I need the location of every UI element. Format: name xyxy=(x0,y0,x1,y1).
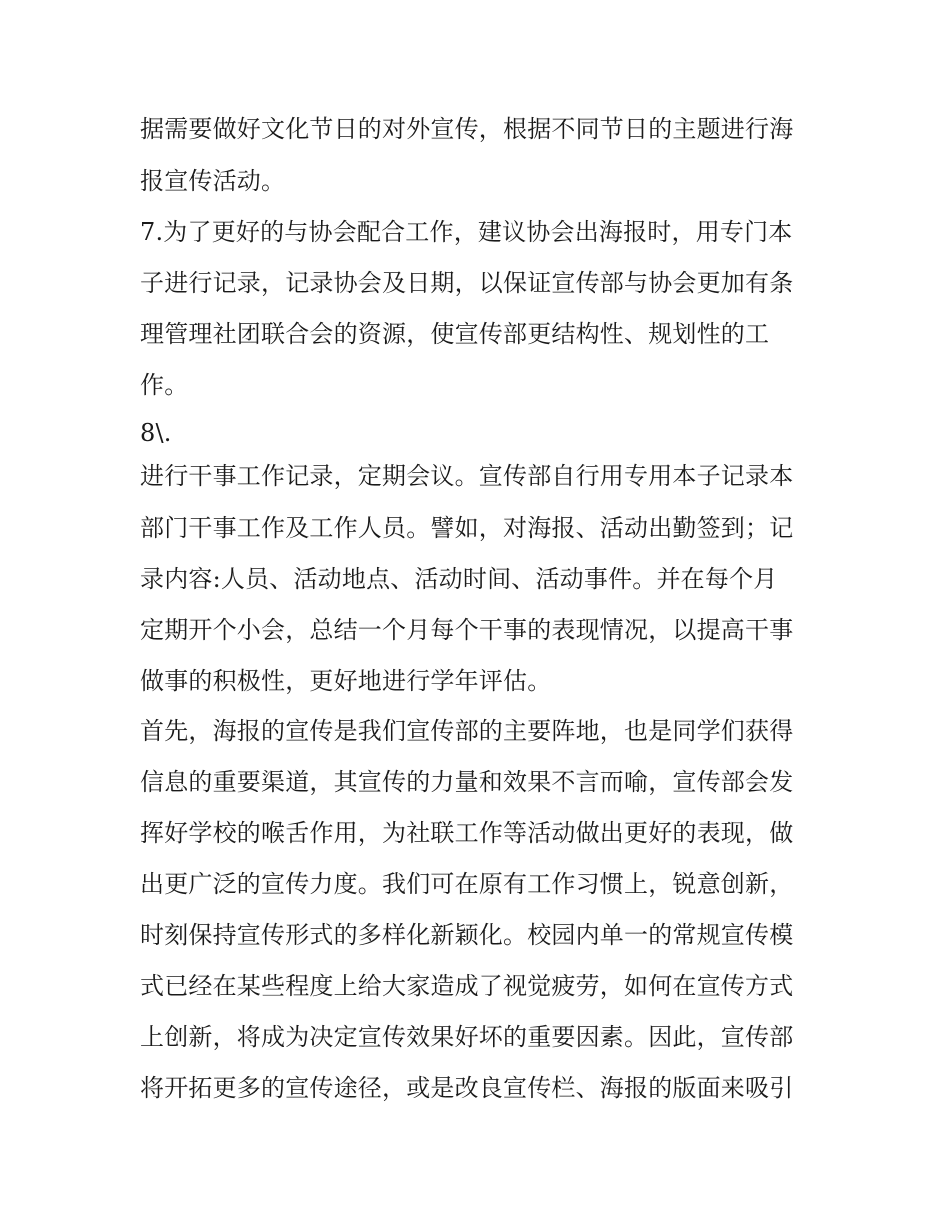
text-line: 将开拓更多的宣传途径，或是改良宣传栏、海报的版面来吸引 xyxy=(140,1074,794,1102)
text-line: 出更广泛的宣传力度。我们可在原有工作习惯上，锐意创新， xyxy=(140,870,794,898)
text-line: 理管理社团联合会的资源，使宣传部更结构性、规划性的工 xyxy=(140,320,770,348)
text-line: 式已经在某些程度上给大家造成了视觉疲劳，如何在宣传方式 xyxy=(140,972,794,1000)
text-line: 进行干事工作记录，定期会议。宣传部自行用专用本子记录本 xyxy=(140,462,794,490)
text-line: 部门干事工作及工作人员。譬如，对海报、活动出勤签到；记 xyxy=(140,514,794,542)
text-line: 定期开个小会，总结一个月每个干事的表现情况，以提高干事 xyxy=(140,616,794,644)
text-line: 做事的积极性，更好地进行学年评估。 xyxy=(140,667,552,695)
text-line: 首先，海报的宣传是我们宣传部的主要阵地，也是同学们获得 xyxy=(140,717,794,745)
text-line: 据需要做好文化节日的对外宣传，根据不同节日的主题进行海 xyxy=(140,115,794,143)
text-line: 8\. xyxy=(140,419,172,447)
text-line: 子进行记录，记录协会及日期，以保证宣传部与协会更加有条 xyxy=(140,269,794,297)
text-line: 挥好学校的喉舌作用，为社联工作等活动做出更好的表现，做 xyxy=(140,819,794,847)
text-line: 作。 xyxy=(140,371,189,399)
text-line: 信息的重要渠道，其宣传的力量和效果不言而喻，宣传部会发 xyxy=(140,768,794,796)
text-line: 报宣传活动。 xyxy=(140,167,286,195)
text-line: 7.为了更好的与协会配合工作，建议协会出海报时，用专门本 xyxy=(140,218,793,246)
text-line: 时刻保持宣传形式的多样化新颖化。校园内单一的常规宣传模 xyxy=(140,921,794,949)
text-line: 录内容:人员、活动地点、活动时间、活动事件。并在每个月 xyxy=(140,565,778,593)
text-line: 上创新，将成为决定宣传效果好坏的重要因素。因此，宣传部 xyxy=(140,1023,794,1051)
